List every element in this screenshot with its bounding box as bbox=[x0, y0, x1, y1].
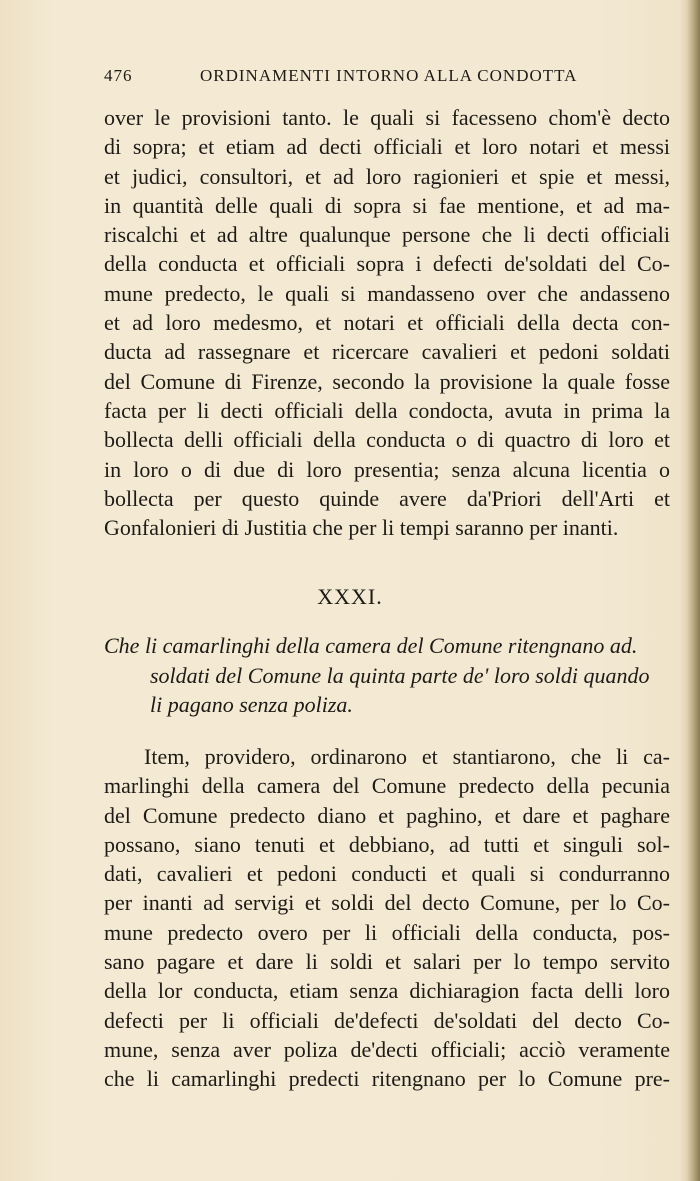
text-line: dati, cavalieri et pedoni conducti et quali si condurranno bbox=[104, 861, 670, 887]
text-line: in loro o di due di loro presentia; senza alcuna licentia o bbox=[104, 456, 670, 482]
text-line: over le provisioni tanto. le quali si facesseno chom'è decto bbox=[104, 105, 670, 130]
text-line: mune predecto, le quali si mandasseno over che andasseno bbox=[104, 280, 670, 306]
text-line: bollecta delli officiali della conducta o di quactro di loro et bbox=[104, 427, 670, 453]
section-heading bbox=[104, 631, 670, 720]
text-line: marlinghi della camera del Comune predecto della pecunia bbox=[104, 773, 670, 799]
paragraph-1 bbox=[104, 103, 670, 542]
text-line: Item, providero, ordinarono et stantiarono, che li ca- bbox=[144, 744, 670, 769]
text-line: mune, senza aver poliza de'decti officiali; acciò veramente bbox=[104, 1036, 670, 1062]
text-line: Gonfalonieri di Justitia che per li tempi saranno per inanti. bbox=[104, 515, 619, 541]
text-line: del Comune predecto diano et paghino, et dare et paghare bbox=[104, 802, 670, 828]
text-line: riscalchi et ad altre qualunque persone che li decti officiali bbox=[104, 222, 670, 248]
text-line: della lor conducta, etiam senza dichiaragion facta delli loro bbox=[104, 978, 670, 1004]
text-line: di sopra; et etiam ad decti officiali et loro notari et messi bbox=[104, 134, 670, 160]
text-line: et ad loro medesmo, et notari et officiali della decta con- bbox=[104, 310, 670, 336]
text-line: che li camarlinghi predecti ritengnano per lo Comune pre- bbox=[104, 1066, 670, 1092]
heading-line: li pagano senza poliza. bbox=[150, 692, 353, 718]
heading-line: soldati del Comune la quinta parte de' loro soldi quando bbox=[150, 662, 650, 688]
section-number: XXXI. bbox=[317, 584, 383, 609]
text-line: del Comune di Firenze, secondo la provisione la quale fosse bbox=[104, 368, 670, 394]
text-line: sano pagare et dare li soldi et salari per lo tempo servito bbox=[104, 949, 670, 975]
text-line: della conducta et officiali sopra i defecti de'soldati del Co- bbox=[104, 251, 670, 277]
text-line: et judici, consultori, et ad loro ragionieri et spie et messi, bbox=[104, 163, 670, 189]
paragraph-2 bbox=[104, 742, 670, 1094]
text-line: defecti per li officiali de'defecti de'soldati del decto Co- bbox=[104, 1007, 670, 1033]
text-line: facta per li decti officiali della condocta, avuta in prima la bbox=[104, 397, 670, 423]
running-head bbox=[104, 66, 670, 94]
text-line: bollecta per questo quinde avere da'Priori dell'Arti et bbox=[104, 485, 670, 511]
text-line: mune predecto overo per li officiali della conducta, pos- bbox=[104, 919, 670, 945]
heading-line: Che li camarlinghi della camera del Comune ritengnano ad. bbox=[104, 633, 638, 658]
running-title: ORDINAMENTI INTORNO ALLA CONDOTTA bbox=[200, 66, 578, 85]
page-number: 476 bbox=[104, 66, 133, 85]
text-line: per inanti ad servigi et soldi del decto Comune, per lo Co- bbox=[104, 890, 670, 916]
text-line: ducta ad rassegnare et ricercare cavalieri et pedoni soldati bbox=[104, 339, 670, 365]
text-line: in quantità delle quali di sopra si fae mentione, et ad ma- bbox=[104, 192, 670, 218]
text-line: possano, siano tenuti et debbiano, ad tutti et singuli sol- bbox=[104, 831, 670, 857]
